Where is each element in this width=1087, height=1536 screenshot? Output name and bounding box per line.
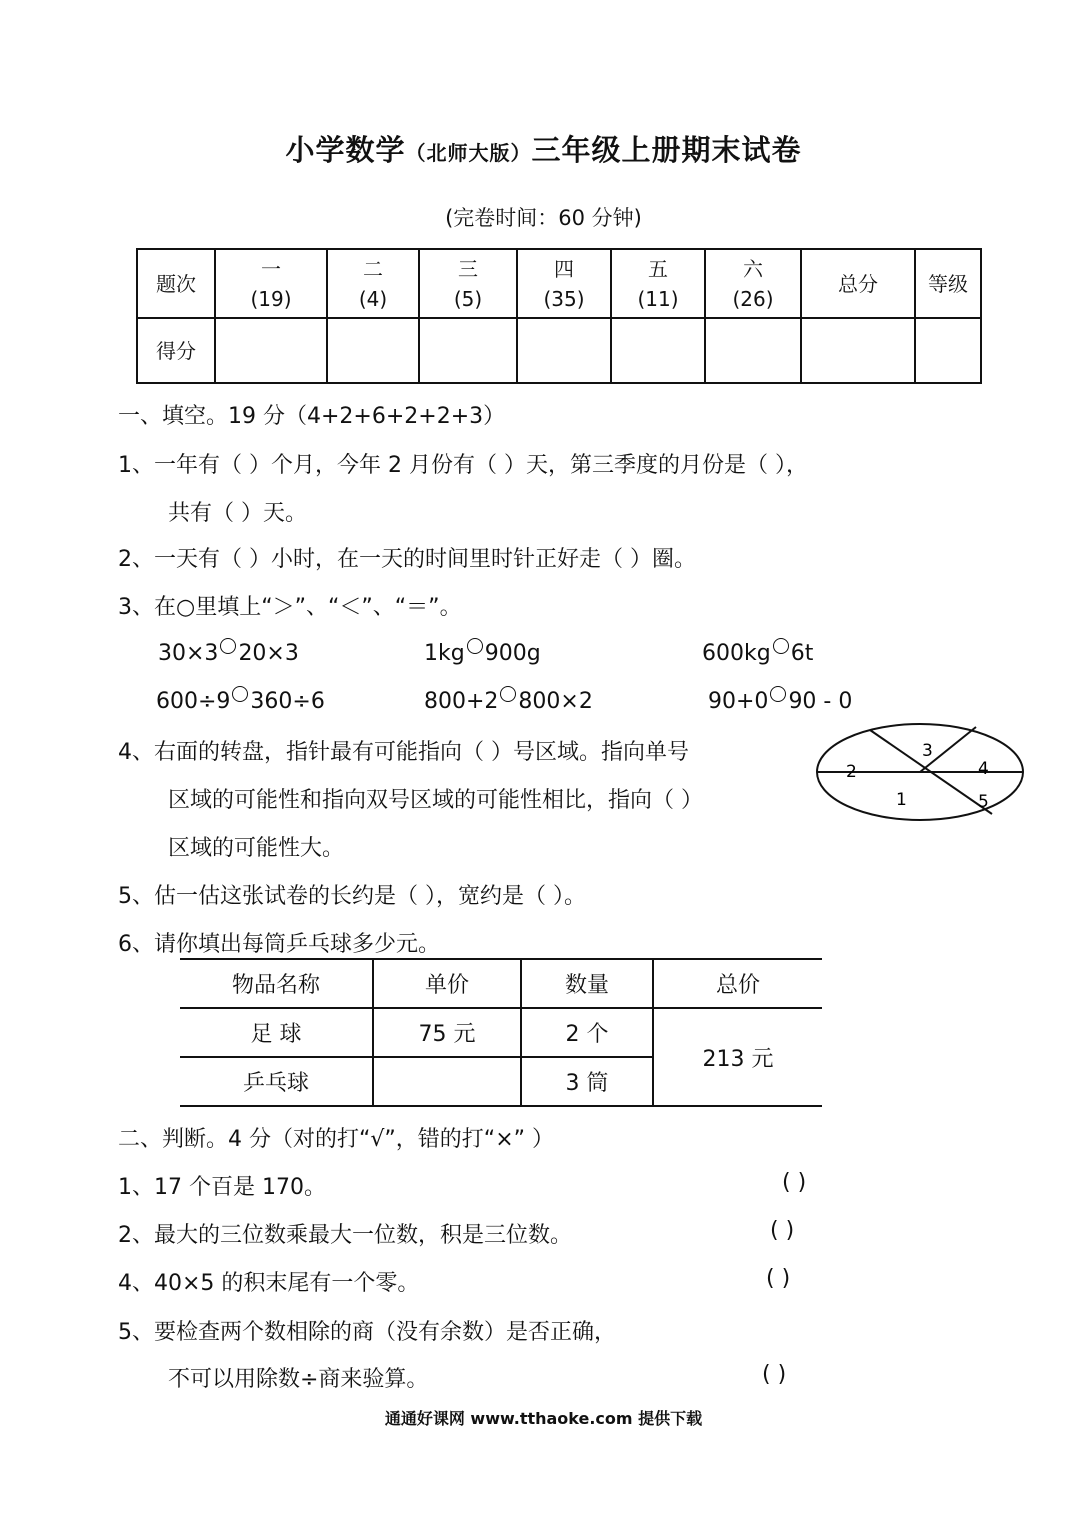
score-col-5: 五 (11) bbox=[611, 249, 705, 318]
score-cell[interactable] bbox=[327, 318, 419, 383]
answer-bracket[interactable]: ( ) bbox=[762, 1362, 787, 1387]
score-cell[interactable] bbox=[705, 318, 801, 383]
score-cell[interactable] bbox=[611, 318, 705, 383]
q6: 6、请你填出每筒乒乓球多少元。 bbox=[118, 932, 440, 957]
region-label: 1 bbox=[896, 790, 907, 810]
score-col-6: 六 (26) bbox=[705, 249, 801, 318]
item-name: 足 球 bbox=[180, 1008, 373, 1057]
section2-header: 二、判断。4 分（对的打“√”，错的打“×” ） bbox=[118, 1127, 555, 1152]
spinner-wheel bbox=[812, 718, 1028, 828]
compare-item: 90+0 90 - 0 bbox=[708, 686, 852, 714]
quantity: 3 筒 bbox=[521, 1057, 653, 1106]
grade-cell[interactable] bbox=[915, 318, 981, 383]
q5: 5、估一估这张试卷的长约是（ ），宽约是（ ）。 bbox=[118, 884, 586, 909]
compare-circle[interactable] bbox=[232, 686, 248, 702]
region-label: 3 bbox=[922, 741, 933, 761]
header-unit-price: 单价 bbox=[373, 959, 521, 1008]
compare-item: 30×3 20×3 bbox=[158, 638, 299, 666]
compare-circle[interactable] bbox=[467, 638, 483, 654]
q1-line1: 1、一年有（ ）个月，今年 2 月份有（ ）天，第三季度的月份是（ ）， bbox=[118, 453, 808, 478]
header-item-name: 物品名称 bbox=[180, 959, 373, 1008]
exam-time: (完卷时间：60 分钟) bbox=[445, 206, 642, 230]
region-label: 4 bbox=[978, 759, 989, 779]
title-main: 小学数学 bbox=[285, 133, 406, 167]
page-title bbox=[0, 128, 1087, 169]
row-label-score: 得分 bbox=[137, 318, 215, 383]
answer-bracket[interactable]: ( ) bbox=[766, 1266, 791, 1291]
row-label-item: 题次 bbox=[137, 249, 215, 318]
compare-item: 600÷9 360÷6 bbox=[156, 686, 325, 714]
judge-item: 4、40×5 的积末尾有一个零。 bbox=[118, 1271, 420, 1296]
score-col-1: 一 (19) bbox=[215, 249, 327, 318]
total-cell[interactable] bbox=[801, 318, 915, 383]
total-price: 213 元 bbox=[653, 1008, 822, 1106]
total-header: 总分 bbox=[801, 249, 915, 318]
score-cell[interactable] bbox=[419, 318, 517, 383]
region-label: 2 bbox=[846, 762, 857, 782]
q2: 2、一天有（ ）小时，在一天的时间里时针正好走（ ）圈。 bbox=[118, 547, 696, 572]
unit-price: 75 元 bbox=[373, 1008, 521, 1057]
q4-line3: 区域的可能性大。 bbox=[168, 836, 345, 861]
judge-item: 5、要检查两个数相除的商（没有余数）是否正确， bbox=[118, 1320, 616, 1345]
header-quantity: 数量 bbox=[521, 959, 653, 1008]
footer-credit: 通通好课网 www.tthaoke.com 提供下载 bbox=[384, 1409, 703, 1428]
compare-circle[interactable] bbox=[770, 686, 786, 702]
quantity: 2 个 bbox=[521, 1008, 653, 1057]
answer-bracket[interactable]: ( ) bbox=[782, 1170, 807, 1195]
unit-price-blank[interactable] bbox=[373, 1057, 521, 1106]
q4-line2: 区域的可能性和指向双号区域的可能性相比，指向（ ） bbox=[168, 788, 703, 813]
item-name: 乒乓球 bbox=[180, 1057, 373, 1106]
title-edition: （北师大版） bbox=[405, 141, 532, 165]
score-cell[interactable] bbox=[517, 318, 611, 383]
score-col-3: 三 (5) bbox=[419, 249, 517, 318]
score-col-2: 二 (4) bbox=[327, 249, 419, 318]
grade-header: 等级 bbox=[915, 249, 981, 318]
section1-header: 一、填空。19 分（4+2+6+2+2+3） bbox=[118, 404, 506, 429]
compare-item: 800+2 800×2 bbox=[424, 686, 593, 714]
compare-item: 1kg 900g bbox=[424, 638, 541, 666]
judge-item: 2、最大的三位数乘最大一位数，积是三位数。 bbox=[118, 1223, 572, 1248]
region-label: 5 bbox=[978, 792, 989, 812]
compare-item: 600kg 6t bbox=[702, 638, 813, 666]
q4-line1: 4、右面的转盘，指针最有可能指向（ ）号区域。指向单号 bbox=[118, 740, 689, 765]
score-col-4: 四 (35) bbox=[517, 249, 611, 318]
header-total-price: 总价 bbox=[653, 959, 822, 1008]
price-table bbox=[180, 958, 822, 1107]
compare-circle[interactable] bbox=[500, 686, 516, 702]
title-rest: 三年级上册期末试卷 bbox=[531, 133, 802, 167]
compare-circle[interactable] bbox=[773, 638, 789, 654]
compare-circle[interactable] bbox=[220, 638, 236, 654]
score-cell[interactable] bbox=[215, 318, 327, 383]
judge-item: 1、17 个百是 170。 bbox=[118, 1175, 326, 1200]
judge-item-line2: 不可以用除数÷商来验算。 bbox=[168, 1367, 429, 1392]
q3: 3、在○里填上“＞”、“＜”、“＝”。 bbox=[118, 595, 462, 620]
q1-line2: 共有（ ）天。 bbox=[168, 501, 307, 526]
score-table bbox=[136, 248, 982, 384]
answer-bracket[interactable]: ( ) bbox=[770, 1218, 795, 1243]
